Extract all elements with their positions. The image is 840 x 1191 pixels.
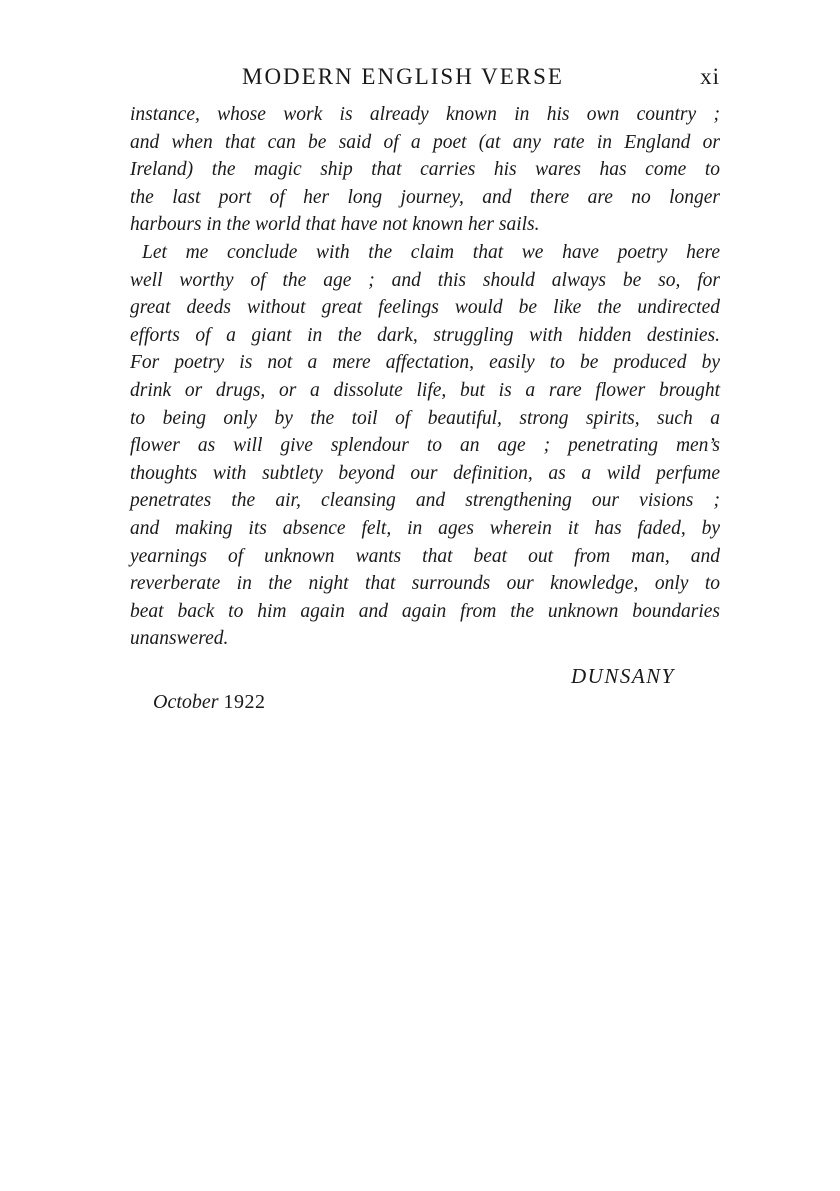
text-line: yearnings of unknown wants that beat out from man, and bbox=[130, 545, 720, 567]
text-line: Ireland) the magic ship that carries his wares has come to bbox=[130, 159, 720, 181]
text-line: instance, whose work is already known in his own country ; bbox=[130, 104, 720, 125]
text-line: penetrates the air, cleansing and strengthening our visions ; bbox=[130, 490, 720, 512]
body-text bbox=[130, 101, 720, 653]
text-line: great deeds without great feelings would be like the undirected bbox=[130, 297, 720, 319]
text-line: harbours in the world that have not known her sails. bbox=[130, 214, 540, 236]
text-line: efforts of a giant in the dark, struggling with hidden destinies. bbox=[130, 324, 720, 346]
text-line: reverberate in the night that surrounds our knowledge, only to bbox=[130, 573, 720, 595]
paragraph-continued bbox=[130, 101, 720, 239]
text-line: well worthy of the age ; and this should always be so, for bbox=[130, 269, 720, 291]
text-line: flower as will give splendour to an age ; penetrating men’s bbox=[130, 435, 720, 457]
dateline bbox=[153, 691, 266, 714]
text-line: the last port of her long journey, and there are no longer bbox=[130, 186, 720, 208]
text-line: beat back to him again and again from the unknown boundaries bbox=[130, 600, 720, 622]
text-line: to being only by the toil of beautiful, strong spirits, such a bbox=[130, 407, 720, 429]
date-year: 1922 bbox=[223, 691, 266, 713]
text-line: and making its absence felt, in ages wherein it has faded, by bbox=[130, 517, 720, 539]
author-signature: DUNSANY bbox=[571, 664, 675, 688]
text-line: unanswered. bbox=[130, 628, 229, 650]
date-month: October bbox=[153, 691, 219, 713]
text-line: and when that can be said of a poet (at any rate in England or bbox=[130, 131, 720, 153]
text-line: Let me conclude with the claim that we have poetry here bbox=[142, 241, 720, 263]
text-line: drink or drugs, or a dissolute life, but is a rare flower brought bbox=[130, 379, 720, 401]
page-number: xi bbox=[700, 64, 720, 89]
running-title: MODERN ENGLISH VERSE bbox=[242, 64, 564, 89]
running-head bbox=[130, 64, 720, 98]
text-line: For poetry is not a mere affectation, easily to be produced by bbox=[130, 352, 720, 374]
text-line: thoughts with subtlety beyond our definition, as a wild perfume bbox=[130, 462, 720, 484]
paragraph-conclusion bbox=[130, 239, 720, 653]
